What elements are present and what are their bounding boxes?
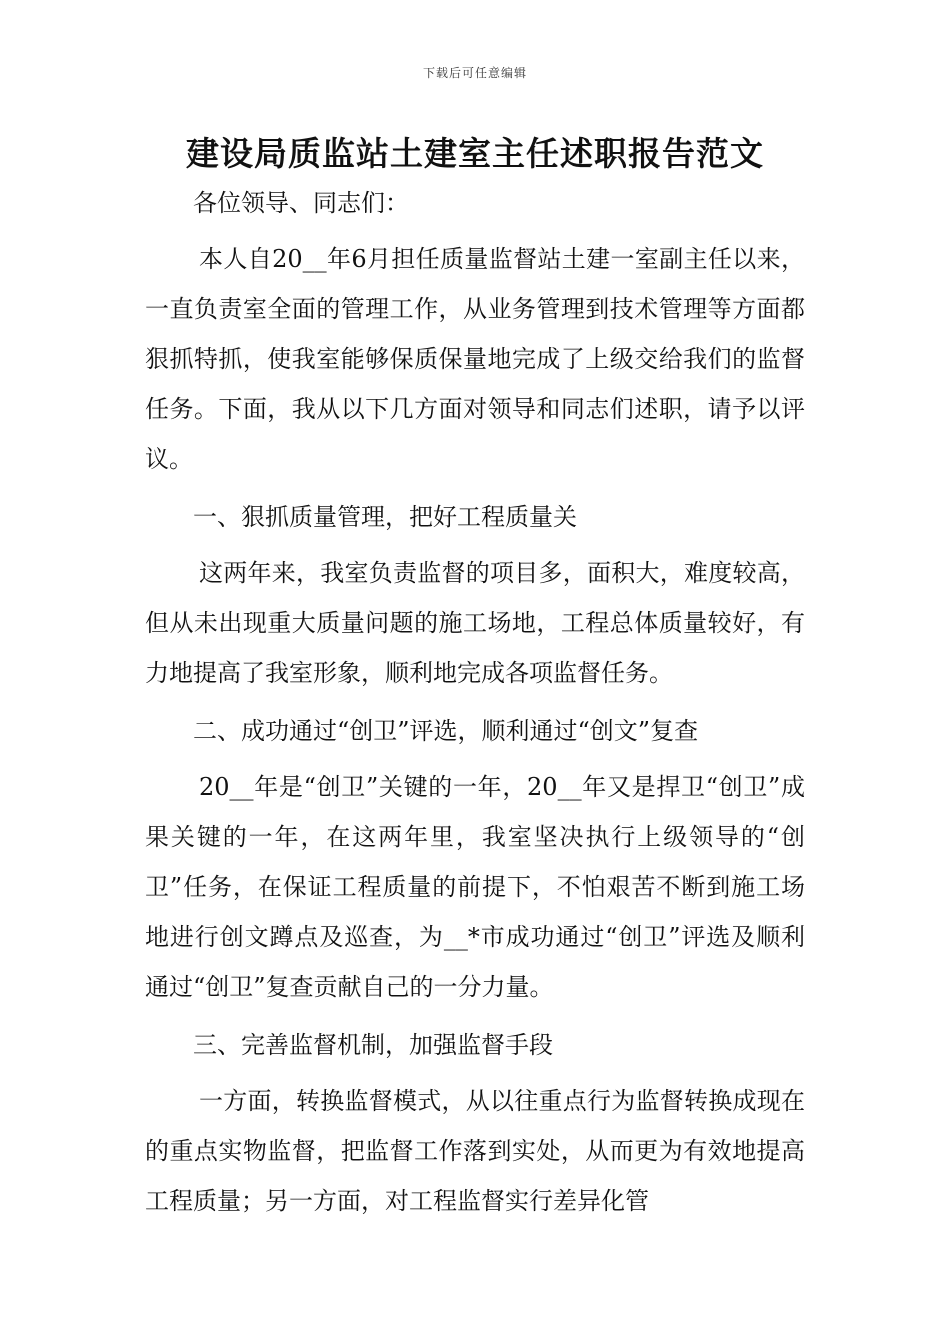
- paragraph-intro: 本人自20__年6月担任质量监督站土建一室副主任以来，一直负责室全面的管理工作，从业务管理到技术管理等方面都狠抓特抓，使我室能够保质保量地完成了上级交给我们的监督任务。下面，我从以下几方面对领导和同志们述职，请予以评议。: [145, 245, 805, 473]
- document-body: [145, 178, 805, 1234]
- paragraph-section-2: 20__年是“创卫”关键的一年，20__年又是捍卫“创卫”成果关键的一年，在这两年里，我室坚决执行上级领导的“创卫”任务，在保证工程质量的前提下，不怕艰苦不断到施工场地进行创文蹲点及巡查，为__*市成功通过“创卫”评选及顺利通过“创卫”复查贡献自己的一分力量。: [145, 773, 805, 1001]
- paragraph-section-1: 这两年来，我室负责监督的项目多，面积大，难度较高，但从未出现重大质量问题的施工场地，工程总体质量较好，有力地提高了我室形象，顺利地完成各项监督任务。: [145, 559, 805, 687]
- document-title: 建设局质监站土建室主任述职报告范文: [186, 134, 764, 173]
- paragraph-section-3: 一方面，转换监督模式，从以往重点行为监督转换成现在的重点实物监督，把监督工作落到实处，从而更为有效地提高工程质量；另一方面，对工程监督实行差异化管: [145, 1087, 805, 1215]
- salutation: 各位领导、同志们：: [193, 189, 409, 217]
- section-heading-2: 二、成功通过“创卫”评选，顺利通过“创文”复查: [193, 717, 699, 745]
- section-heading-3: 三、完善监督机制，加强监督手段: [193, 1031, 553, 1059]
- section-heading-1: 一、狠抓质量管理，把好工程质量关: [193, 503, 577, 531]
- header-note: 下载后可任意编辑: [422, 66, 527, 80]
